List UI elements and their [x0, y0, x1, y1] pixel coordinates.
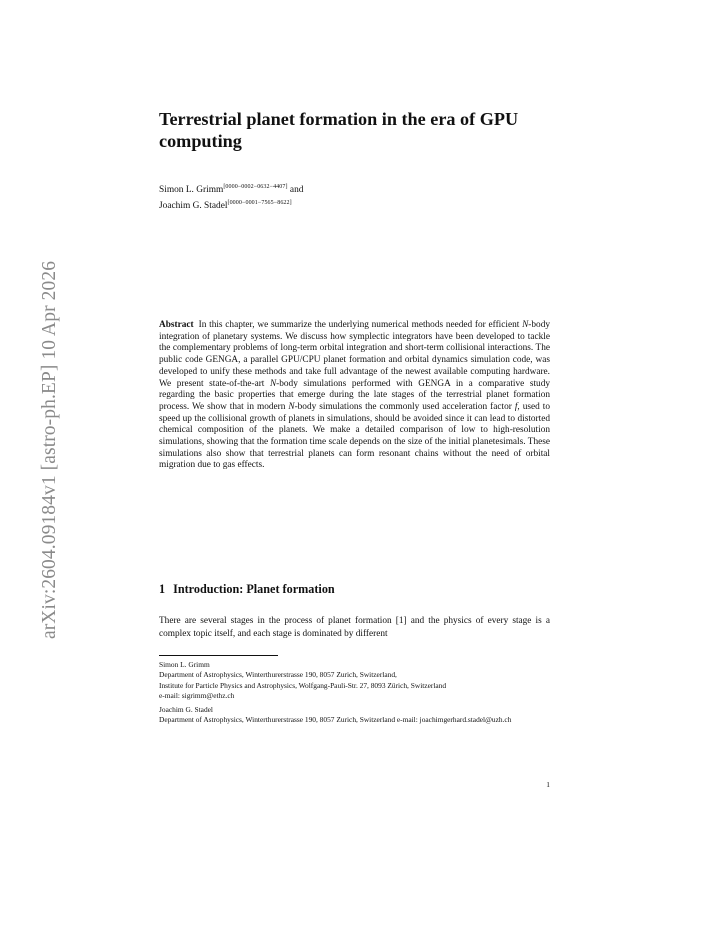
author-line	[159, 197, 550, 213]
paper-title: Terrestrial planet formation in the era of GPU computing	[159, 109, 519, 151]
abstract	[159, 320, 550, 472]
author-name: Simon L. Grimm	[159, 185, 224, 195]
affiliation-email: e-mail: sigrimm@ethz.ch	[159, 691, 235, 701]
abstract-text: -body integration of planetary systems. We discuss how symplectic integrators have been developed to tackle the complementary problems of long-term orbital integration and short-term collisional interactions. The public code GENGA, a parallel GPU/CPU planet formation and orbital dynamics simulation code, was developed to unify these methods and take full advantage of the newest available computing hardware. We present state-of-the-art	[159, 320, 550, 389]
affiliation-block	[159, 705, 550, 726]
affiliation-line: Institute for Particle Physics and Astrophysics, Wolfgang-Pauli-Str. 27, 8093 Zürich, Switzerland	[159, 680, 447, 690]
affiliation-line: Department of Astrophysics, Winterthurerstrasse 190, 8057 Zurich, Switzerland e-mail: joachimgerhard.stadel@uzh.ch	[159, 715, 512, 725]
section-heading	[159, 582, 550, 597]
abstract-text: -body simulations performed with GENGA in a comparative study regarding the basic properties that emerge during the late stages of the terrestrial planet formation process. We show that in modern	[159, 378, 550, 412]
affiliation-footnotes	[159, 660, 550, 725]
section-title: Introduction: Planet formation	[173, 582, 335, 596]
abstract-text: In this chapter, we summarize the underlying numerical methods needed for efficient	[198, 320, 523, 330]
author-line	[159, 181, 550, 197]
author-orcid: [0000−0002−0632−4407]	[223, 184, 288, 190]
abstract-label: Abstract	[159, 320, 194, 330]
affiliation-block	[159, 660, 550, 702]
abstract-math-N: N	[522, 320, 529, 330]
abstract-text: -body simulations the commonly used acceleration factor	[294, 401, 515, 412]
affiliation-line: Department of Astrophysics, Winterthurerstrasse 190, 8057 Zurich, Switzerland,	[159, 670, 397, 680]
section-number: 1	[159, 582, 166, 596]
author-separator: and	[287, 185, 304, 195]
abstract-math-f: f	[514, 401, 518, 412]
author-name: Joachim G. Stadel	[159, 200, 228, 211]
abstract-math-N: N	[269, 378, 277, 389]
abstract-math-N: N	[288, 401, 295, 412]
page-number: 1	[546, 780, 550, 789]
intro-paragraph: There are several stages in the process of planet formation [1] and the physics of every stage is a complex topic itself, and each stage is dominated by different	[159, 616, 550, 639]
author-orcid: [0000−0001−7565−8622]	[227, 199, 292, 206]
arxiv-identifier-stamp: arXiv:2604.09184v1 [astro-ph.EP] 10 Apr 2026	[39, 260, 60, 640]
affiliation-line: Joachim G. Stadel	[159, 704, 213, 714]
author-list	[159, 181, 550, 212]
affiliation-line: Simon L. Grimm	[159, 660, 210, 669]
footnote-divider	[159, 655, 278, 656]
abstract-text: , used to speed up the collisional growth of planets in simulations, should be avoided since it can lead to distorted chemical composition of the planets. We make a detailed comparison of low to high-resolution simulations, showing that the formation time scale depends on the size of the initial planetesimals. These simulations also show that terrestrial planets can form resonant chains without the need of orbital migration due to gas effects.	[159, 401, 551, 471]
